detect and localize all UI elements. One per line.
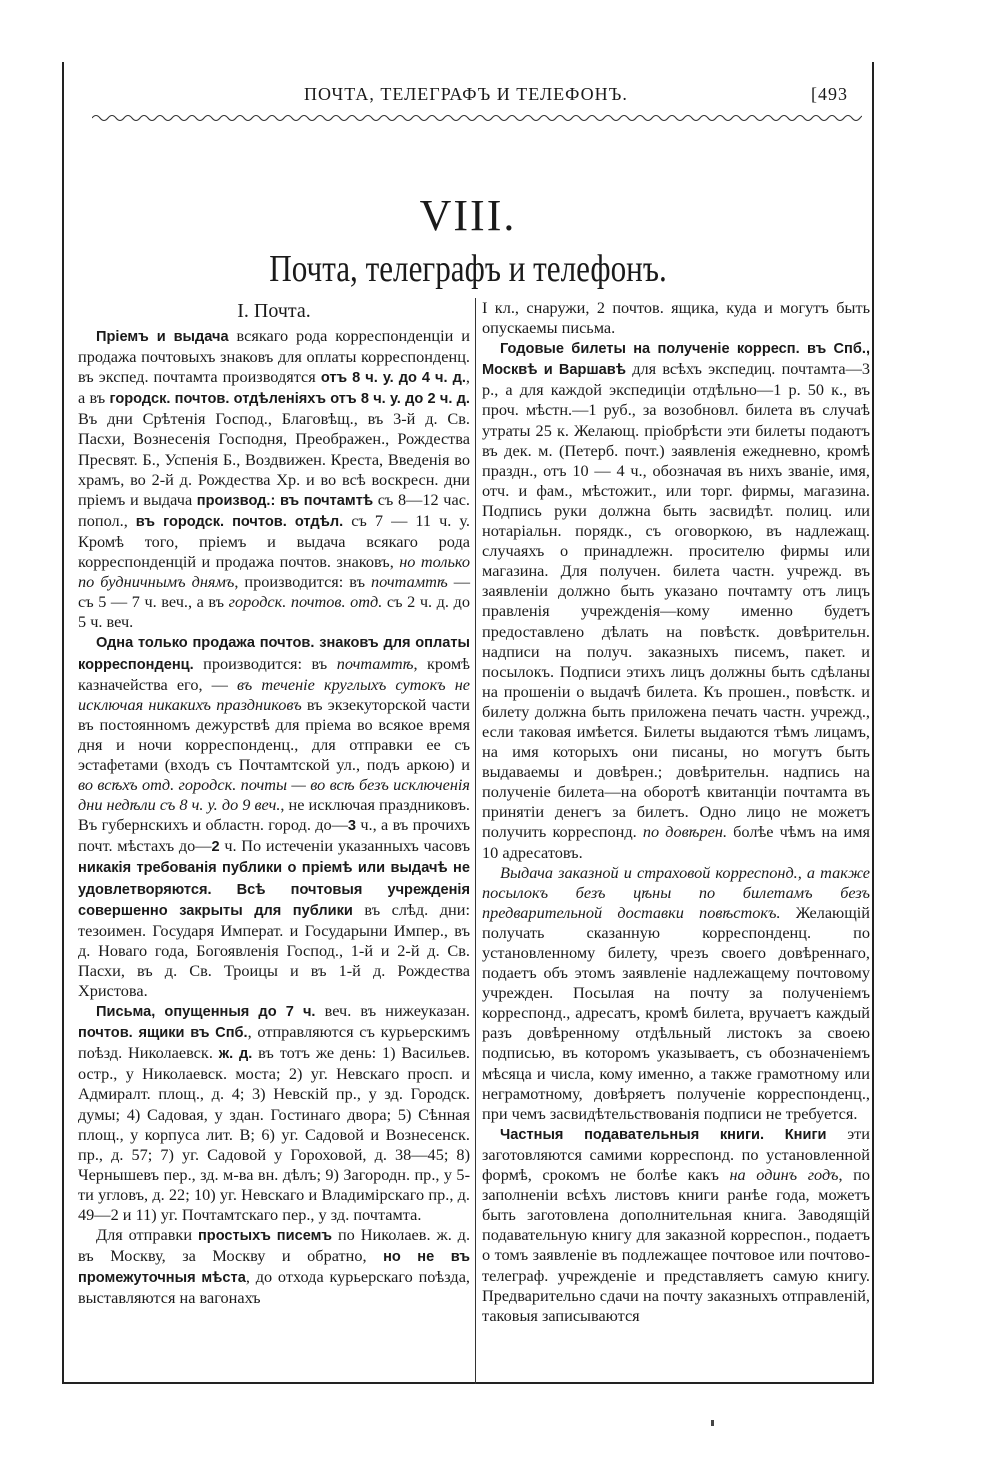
text-run: Пріемъ и выдача — [96, 329, 229, 345]
text-run: производ.: въ почтамтѣ — [196, 492, 374, 509]
text-run: производится: въ — [193, 653, 337, 673]
text-run: , до отхода курьерскаго поѣзда, выставляются на вагонахъ — [78, 1267, 470, 1308]
text-run: для всѣхъ экспедиц. почтамта—3 р., а для каждой экспедиціи отдѣльно—1 р. 50 к., въ проч. мѣстн.—1 руб., за возобновл. билета въ случаѣ утраты 25 к. Желающ. пріобрѣсти эти билеты подаютъ въ дек. м. (Петерб. почт.) заявленія ежедневно, кромѣ праздн., отъ 10 — 4 ч., обозначая въ нихъ званіе, имя, отч. и фам., мѣстожит., или торг. фирмы, магазина. Подпись руки должна быть засвидѣт. полиц. или нотаріальн. порядк., съ оговоркою, въ надлежащ. случаяхъ о принадлежн. просителю фирмы или магазина. Для получен. билета частн. учрежд. въ заявленіи должно быть указано почтамту отъ лицъ правленія учрежденія—кому именно будетъ предоставлено дѣлать на повѣстк. довѣрительн. надписи на получ. заказныхъ писемъ, пакет. и посылокъ. Подписи этихъ лицъ должны быть сдѣланы на прошеніи о выдачѣ билета. Къ прошен., повѣстк. и билету должна быть приложена печать частн. учрежд., если таковая имѣется. Билеты выдаются тѣмъ лицамъ, на имя которыхъ они писаны, но могутъ быть выдаваемы и довѣрен.; довѣрительн. надпись на полученіе билета—на оборотѣ квитанціи почтамта въ принятіи денегъ за билетъ. Одно лицо не можетъ получить корреспонд. — [482, 359, 870, 842]
text-run: въ экзекуторской части въ постоянномъ дежурствѣ для пріема во всякое время дня и ночи корреспонденц., для отправки ее съ эстафетами (входъ съ Почтамтской ул., подъ аркою) и — [78, 694, 471, 774]
text-run: на одинъ годъ — [729, 1165, 839, 1185]
text-run: , а въ — [78, 367, 470, 408]
text-run: ч., а въ прочихъ почт. мѣстахъ до— — [78, 815, 470, 856]
paragraph — [482, 338, 870, 862]
text-run: веч. въ нижеуказан. — [315, 1001, 470, 1021]
text-run: 3 — [347, 818, 357, 835]
text-run: никакія требованія публики о пріемѣ или выдачѣ не удовлетворяются. Всѣ почтовыя учрежденія совершенно закрыты для публики — [78, 860, 470, 919]
text-run: , кромѣ казначейства его, — — [78, 653, 470, 694]
text-run: эти заготовляются самими корреспонд. по установленной формѣ, срокомъ не болѣе какъ — [482, 1123, 871, 1185]
text-run: Въ дни Срѣтенія Господ., Благовѣщ., въ 3-й д. Св. Пасхи, Вознесенія Господня, Преображен., Рождества Пресвят. Б., Успенія Б., Воздвижен. Креста, Введенія во храмъ, во 2-й д. Рождества Хр. и во всѣ воскресн. дни пріемъ и выдача — [78, 409, 470, 509]
text-run: Для отправки — [96, 1225, 198, 1245]
text-run: болѣе чѣмъ на имя 10 адресатовъ. — [482, 822, 870, 862]
text-run: Годовые билеты на полученіе корресп. въ Спб., Москвѣ и Варшавѣ — [482, 341, 870, 379]
text-run: 2 — [211, 839, 220, 856]
text-run: городск. почтов. отдѣленіяхъ отъ 8 ч. у. до 2 ч. д. — [109, 391, 470, 408]
column-divider — [475, 298, 476, 1384]
text-run: въ теченіе круглыхъ сутокъ не исключая никакихъ праздниковъ — [78, 674, 470, 714]
paragraph — [482, 1124, 870, 1326]
text-run: съ 8—12 час. попол., — [78, 489, 470, 530]
section-heading: I. Почта. — [237, 300, 311, 322]
text-run: простыхъ писемъ — [197, 1228, 333, 1245]
text-run: съ 2 ч. д. до 5 ч. веч. — [78, 592, 470, 632]
text-run: всякаго рода корреспонденціи и продажа почтовыхъ знаковъ для оплаты корреспонденц. въ экспед. почтамта производятся — [78, 326, 471, 387]
paragraph — [78, 632, 470, 1001]
text-run: , по заполненіи всѣхъ листовъ книги ранѣе года, можетъ быть заготовлена дополнительная книга. Заводящій подавательную книгу для заказной корреспон., подаетъ о томъ заявленіе въ подлежащее почтовое или почтово-телеграф. учрежденіе и представляетъ самую книгу. Предварительно сдачи на почту заказныхъ отправленій, таковыя записываются — [482, 1165, 870, 1325]
text-run: но только по будничнымъ днямъ — [78, 552, 470, 592]
text-run: съ 7 — 11 ч. у. Кромѣ того, пріемъ и выдача всякаго рода корреспонденцій и продажа почтов. знаковъ, — [78, 510, 470, 572]
text-run: почтамтѣ — [371, 572, 448, 592]
text-run: ч. По истеченіи указанныхъ часовъ — [219, 836, 470, 856]
text-run: ж. д. — [218, 1046, 253, 1063]
text-run: по Николаев. ж. д. въ Москву, за Москву и обратно, — [78, 1225, 471, 1266]
text-run: , производится: въ — [234, 572, 371, 592]
wavy-rule — [92, 112, 862, 124]
text-run: почтов. ящики въ Спб. — [78, 1025, 248, 1042]
text-run: городск. почтов. отд. — [228, 592, 383, 612]
text-run: Желающій получать сказанную корреспонденц. по установленному билету, чрезъ своего довѣреннаго, подаетъ объ этомъ заявленіе надлежащему почтовому учрежден. Посылая на почту за полученіемъ корреспонд., адресатъ, кромѣ билета, вручаетъ каждый разъ довѣренному отдѣльный листокъ за своею подписью, въ которомъ указываетъ, съ обозначеніемъ мѣсяца и числа, кому именно, а также грамотному или неграмотному, довѣряетъ полученіе корреспонденц., при чемъ засвидѣтельствованія подписи не требуется. — [482, 902, 870, 1123]
print-speck — [711, 1420, 714, 1426]
running-head — [64, 84, 872, 114]
text-run: во всѣхъ отд. городск. почты — во всѣ безъ исключенія дни недѣли съ 8 ч. у. до 9 веч. — [78, 775, 470, 815]
right-column — [482, 298, 870, 1326]
chapter-title: Почта, телеграфъ и телефонъ. — [269, 248, 667, 290]
paragraph — [482, 863, 870, 1124]
book-page — [62, 62, 874, 1384]
text-run: въ городск. почтов. отдѣл. — [135, 513, 344, 530]
paragraph — [78, 1001, 470, 1225]
text-run: почтамтѣ — [336, 653, 414, 673]
left-column — [78, 298, 470, 1309]
text-run: I кл., снаружи, 2 почтов. ящика, куда и могутъ быть опускаемы письма. — [482, 298, 870, 338]
running-head-title: ПОЧТА, ТЕЛЕГРАФЪ И ТЕЛЕФОНЪ. — [304, 84, 628, 104]
text-run: но не въ промежуточныя мѣста — [78, 1249, 470, 1287]
paragraph — [78, 1225, 470, 1308]
text-run: Письма, опущенныя до 7 ч. — [96, 1004, 316, 1021]
page-number: [493 — [811, 84, 848, 104]
text-run: Выдача заказной и страховой корреспонд., а также посылокъ безъ цѣны по билетамъ безъ предварительной доставки повѣстокъ. — [482, 862, 870, 922]
chapter-number: VIII. — [419, 191, 517, 240]
text-run: , отправляются съ курьерскимъ поѣзд. Николаевск. — [78, 1022, 470, 1063]
paragraph — [482, 298, 870, 338]
text-run: Одна только продажа почтов. знаковъ для оплаты корреспонденц. — [78, 635, 470, 673]
text-run: въ слѣд. дни: тезоимен. Государя Императ. и Государыни Импер., въ д. Новаго года, Богоявленія Господ., 1-й и 2-й д. Св. Пасхи, въ д. Св. Троицы и въ 1-й д. Рождества Христова. — [78, 899, 470, 1000]
text-run: по довѣрен. — [642, 822, 728, 842]
text-run: — съ 5 — 7 ч. веч., а въ — [78, 572, 471, 612]
paragraph — [78, 326, 470, 632]
text-run: отъ 8 ч. у. до 4 ч. д. — [320, 370, 466, 387]
text-run: въ тотъ же день: 1) Васильев. остр., у Николаевск. моста; 2) уг. Невскаго просп. и Адмиралт. площ., д. 4; 3) Невскій пр., у зд. Городск. думы; 4) Садовая, у здан. Гостинаго двора; 5) Сѣнная площ., у корпуса лит. В; 6) уг. Садовой и Вознесенск. пр., д. 57; 7) уг. Садовой у Гороховой, д. 38—45; 8) Чернышевъ пер., зд. м-ва вн. дѣлъ; 9) Загородн. пр., у 5-ти угловъ, д. 22; 10) уг. Невскаго и Владимірскаго пр., д. 49—2 и 11) уг. Почтамтскаго пер., у зд. почтамта. — [78, 1043, 470, 1225]
text-run: , не исключая праздниковъ. Въ губернскихъ и областн. город. до— — [78, 795, 470, 835]
text-run: Частныя подавательныя книги. Книги — [500, 1126, 827, 1143]
